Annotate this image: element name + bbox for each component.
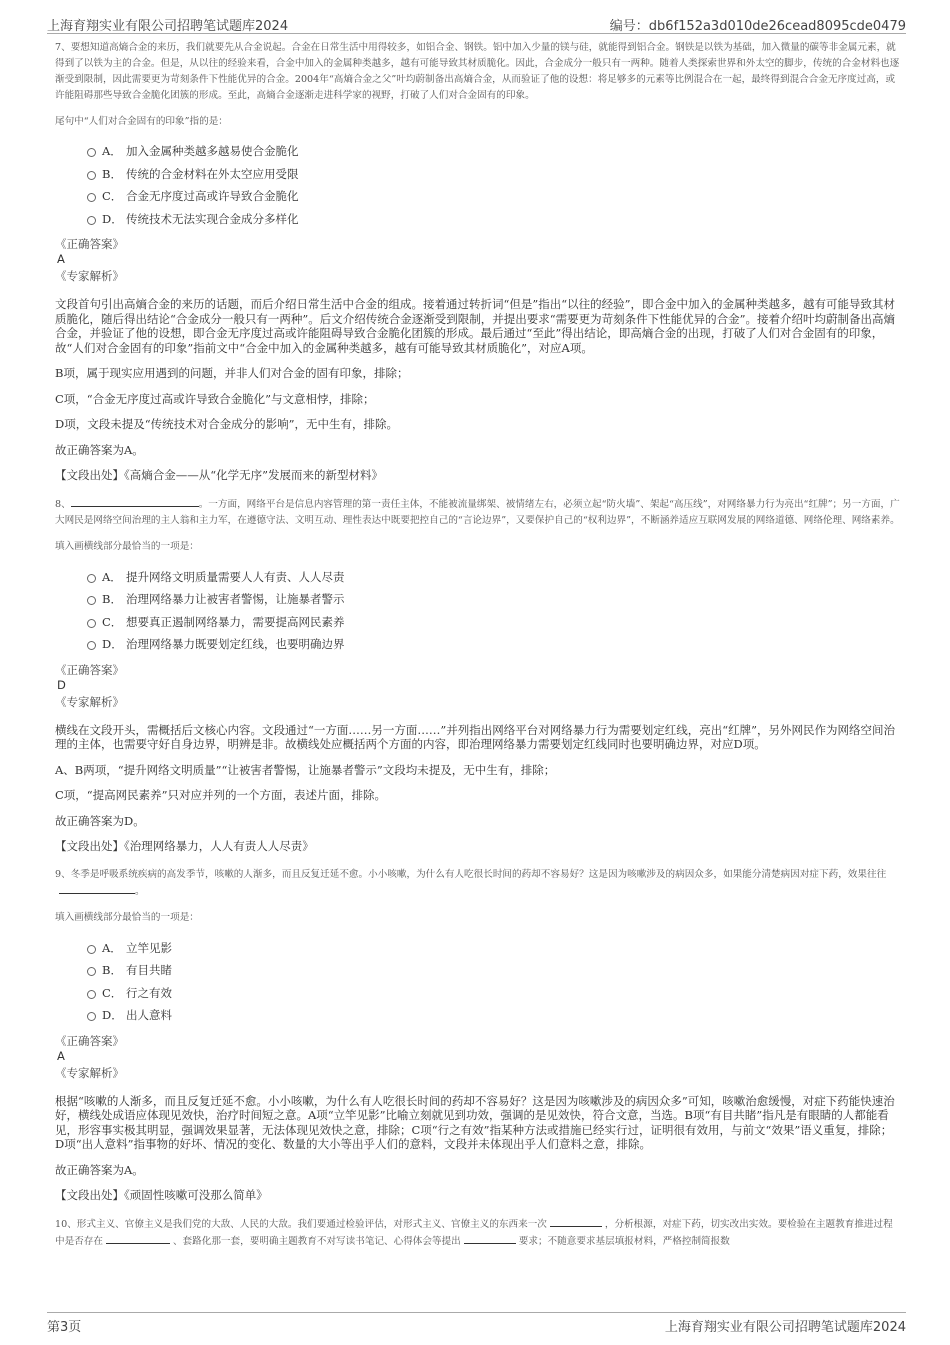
radio-icon[interactable] xyxy=(87,193,96,202)
header-title: 上海育翔实业有限公司招聘笔试题库2024 xyxy=(47,19,289,34)
option-c[interactable]: C． 想要真正遏制网络暴力，需要提高网民素养 xyxy=(87,611,900,634)
explanation-paragraph: C项，“合金无序度过高或许导致合金脆化”与文意相悖，排除； xyxy=(55,391,375,406)
option-c[interactable]: C． 合金无序度过高或许导致合金脆化 xyxy=(87,185,900,208)
explanation-paragraph: 故正确答案为D。 xyxy=(55,813,145,828)
page-content xyxy=(55,40,900,1258)
expert-label: 《专家解析》 xyxy=(55,269,124,284)
page-number: 第3页 xyxy=(47,1320,82,1335)
fill-blank xyxy=(106,1233,170,1244)
explanation-paragraph: D项，文段未提及“传统技术对合金成分的影响”，无中生有，排除。 xyxy=(55,417,398,432)
question-text: 9、冬季是呼吸系统疾病的高发季节，咳嗽的人渐多，而且反复迁延不愈。小小咳嗽，为什么有人吃很长时间的药却不容易好？这是因为咳嗽涉及的病因众多，如果能分清楚病因对症下药，效果往往。 xyxy=(55,869,887,898)
radio-icon[interactable] xyxy=(87,619,96,628)
radio-icon[interactable] xyxy=(87,171,96,180)
radio-icon[interactable] xyxy=(87,1012,96,1021)
answer-label: 《正确答案》 xyxy=(55,662,124,677)
expert-label: 《专家解析》 xyxy=(55,694,124,709)
radio-icon[interactable] xyxy=(87,574,96,583)
option-d[interactable]: D． 传统技术无法实现合金成分多样化 xyxy=(87,208,900,231)
question-8 xyxy=(55,496,900,853)
explanation xyxy=(55,1094,900,1178)
radio-icon[interactable] xyxy=(87,967,96,976)
expert-label: 《专家解析》 xyxy=(55,1065,124,1080)
explanation xyxy=(55,297,900,457)
option-a[interactable]: A． 提升网络文明质量需要人人有责、人人尽责 xyxy=(87,565,900,588)
fill-blank xyxy=(59,883,135,894)
explanation-paragraph: 文段首句引出高熵合金的来历的话题，而后介绍日常生活中合金的组成。接着通过转折词“但是”指出“以往的经验”，即合金中加入的金属种类越多，越有可能导致其材质脆化，随后得出结论“合金成分一般只有一两种”。后文介绍传统合金逐渐受到限制，并提出要求“需要更为苛刻条件下性能优异的合金”。接着介绍叶均蔚制备出高熵合金，并验证了他的设想，即合金无序度过高或许能阻碍导致合金脆化团簇的形成。最后通过“至此”得出结论，即高熵合金的出现，打破了人们对合金固有的印象，故“人们对合金固有的印象”指前文中“合金中加入的金属种类越多，越有可能导致其材质脆化”，对应A项。 xyxy=(55,297,896,355)
answer-value: D xyxy=(57,677,66,692)
option-b[interactable]: B． 治理网络暴力让被害者警惕，让施暴者警示 xyxy=(87,588,900,611)
answer-label: 《正确答案》 xyxy=(55,1033,124,1048)
answer-value: A xyxy=(57,252,65,267)
footer-title: 上海育翔实业有限公司招聘笔试题库2024 xyxy=(664,1320,906,1335)
fill-blank xyxy=(550,1216,602,1227)
question-10 xyxy=(55,1216,900,1250)
fill-blank xyxy=(71,496,199,507)
option-d[interactable]: D． 治理网络暴力既要划定红线，也要明确边界 xyxy=(87,633,900,656)
option-b[interactable]: B． 有目共睹 xyxy=(87,959,900,982)
options-list xyxy=(87,936,900,1026)
explanation-paragraph: 根据“咳嗽的人渐多，而且反复迁延不愈。小小咳嗽，为什么有人吃很长时间的药却不容易好？这是因为咳嗽涉及的病因众多”可知，咳嗽治愈缓慢，对症下药能快速治好，横线处成语应体现见效快，治疗时间短之意。A项“立竿见影”比喻立刻就见到功效，强调的是见效快，符合文意，当选。B项“有目共睹”指凡是有眼睛的人都能看见，形容事实极其明显，强调效果显著，无法体现见效快之意，排除；C项“行之有效”指某种方法或措施已经实行过，证明很有效用，与前文“效果”语义重复，排除；D项“出人意料”指事物的好坏、情况的变化、数量的大小等出乎人们的意料，文段并未体现出乎人们意料之意，排除。 xyxy=(55,1093,895,1152)
question-text: 10、形式主义、官僚主义是我们党的大敌、人民的大敌。我们要通过检验评估，对形式主义、官僚主义的东西来一次 ，分析根源，对症下药，切实改出实效。要检验在主题教育推进过程中是否存在 、套路化那一套，要明确主题教育不对写读书笔记、心得体会等提出 要求；不随意要求基层填报材料，严格控制简报数 xyxy=(55,1216,900,1250)
explanation-paragraph: A、B两项，“提升网络文明质量”“让被害者警惕，让施暴者警示”文段均未提及，无中生有，排除； xyxy=(55,762,556,777)
explanation-paragraph: 故正确答案为A。 xyxy=(55,442,144,457)
question-7 xyxy=(55,40,900,482)
explanation-paragraph: 故正确答案为A。 xyxy=(55,1162,144,1177)
radio-icon[interactable] xyxy=(87,945,96,954)
radio-icon[interactable] xyxy=(87,990,96,999)
explanation-paragraph: C项，“提高网民素养”只对应并列的一个方面，表述片面，排除。 xyxy=(55,788,387,803)
radio-icon[interactable] xyxy=(87,216,96,225)
option-a[interactable]: A． 立竿见影 xyxy=(87,936,900,959)
radio-icon[interactable] xyxy=(87,641,96,650)
source-citation: 【文段出处】《高熵合金——从“化学无序”发展而来的新型材料》 xyxy=(55,468,384,483)
question-prompt: 尾句中“人们对合金固有的印象”指的是： xyxy=(55,116,228,127)
radio-icon[interactable] xyxy=(87,148,96,157)
answer-label: 《正确答案》 xyxy=(55,237,124,252)
options-list xyxy=(87,140,900,230)
explanation xyxy=(55,723,900,829)
option-d[interactable]: D． 出人意料 xyxy=(87,1004,900,1027)
question-text: 8、 。一方面，网络平台是信息内容管理的第一责任主体，不能被流量绑架、被情绪左右，必须立起“防火墙”、架起“高压线”，对网络暴力行为亮出“红牌”；另一方面，广大网民是网络空间治理的主人翁和主力军，在遵德守法、文明互动、理性表达中既要把控自己的“言论边界”，又要保护自己的“权利边界”，不断涵养适应互联网发展的网络道德、网络伦理、网络素养。 xyxy=(55,496,900,529)
source-citation: 【文段出处】《治理网络暴力，人人有责人人尽责》 xyxy=(55,839,314,854)
option-c[interactable]: C． 行之有效 xyxy=(87,981,900,1004)
header-doc-id: 编号：db6f152a3d010de26cead8095cde0479 xyxy=(609,19,906,34)
option-a[interactable]: A． 加入金属种类越多越易使合金脆化 xyxy=(87,140,900,163)
page-footer xyxy=(47,1312,906,1336)
question-prompt: 填入画横线部分最恰当的一项是： xyxy=(55,912,199,924)
source-citation: 【文段出处】《顽固性咳嗽可没那么简单》 xyxy=(55,1188,268,1203)
radio-icon[interactable] xyxy=(87,596,96,605)
page-header xyxy=(47,13,906,34)
question-text: 7、要想知道高熵合金的来历，我们就要先从合金说起。合金在日常生活中用得较多，如铝合金、钢铁。铝中加入少量的镁与硅，就能得到铝合金。钢铁是以铁为基础，加入微量的碳等非金属元素，就得到了以铁为主的合金。但是，从以往的经验来看，合金中加入的金属种类越多，越有可能导致其材质脆化。因此，合金成分一般只有一两种。随着人类探索世界和外太空的脚步，传统的合金材料也逐渐受到限制，因此需要更为苛刻条件下性能优异的合金。2004年“高熵合金之父”叶均蔚制备出高熵合金，从而验证了他的设想：将足够多的元素等比例混合在一起，最终得到混合合金无序度过高，或许能阻碍那些导致合金脆化团簇的形成。至此，高熵合金逐渐走进科学家的视野，打破了人们对合金固有的印象。 xyxy=(55,42,900,101)
question-prompt: 填入画横线部分最恰当的一项是： xyxy=(55,541,199,553)
question-9 xyxy=(55,867,900,1202)
answer-value: A xyxy=(57,1048,65,1063)
options-list xyxy=(87,565,900,655)
option-b[interactable]: B． 传统的合金材料在外太空应用受限 xyxy=(87,163,900,186)
fill-blank xyxy=(464,1233,516,1244)
explanation-paragraph: B项，属于现实应用遇到的问题，并非人们对合金的固有印象，排除； xyxy=(55,366,409,381)
explanation-paragraph: 横线在文段开头，需概括后文核心内容。文段通过“一方面……另一方面……”并列指出网络平台对网络暴力行为需要划定红线，亮出“红牌”，另外网民作为网络空间治理的主体，也需要守好自身边界，明辨是非。故横线处应概括两个方面的内容，即治理网络暴力需要划定红线同时也要明确边界，对应D项。 xyxy=(55,722,896,752)
